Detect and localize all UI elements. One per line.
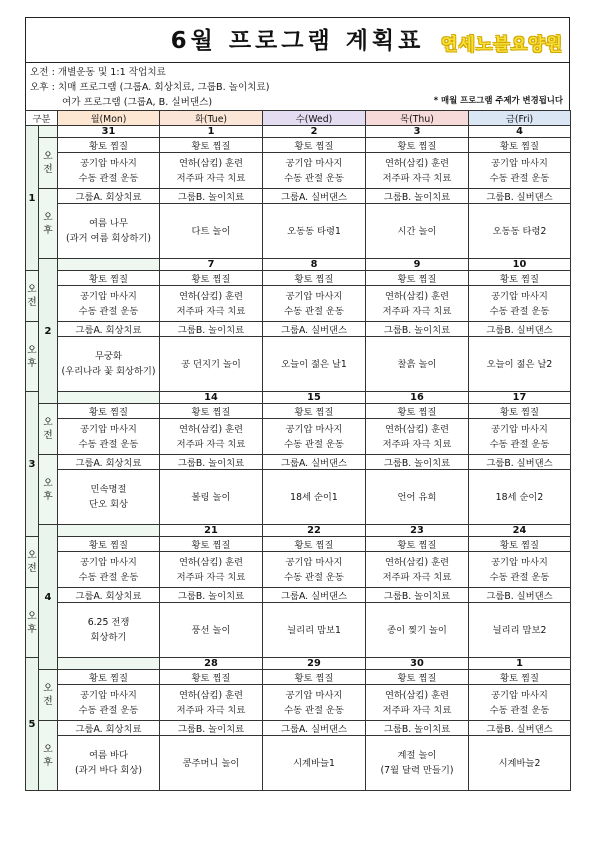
morning-activity-cell: 황토 찜질 xyxy=(160,670,263,685)
afternoon-program-cell xyxy=(58,736,160,791)
afternoon-program-cell xyxy=(366,204,469,259)
afternoon-label xyxy=(26,322,39,392)
program-line: 18세 순이2 xyxy=(495,491,544,503)
date-cell: 21 xyxy=(160,525,263,537)
therapy-line: 공기압 마사지 xyxy=(80,290,137,302)
morning-activity-cell: 황토 찜질 xyxy=(469,271,571,286)
morning-activity-cell: 황토 찜질 xyxy=(160,537,263,552)
therapy-line: 연하(삼킴) 훈련 xyxy=(384,689,450,701)
morning-therapy-cell xyxy=(58,286,160,322)
morning-activity-cell: 황토 찜질 xyxy=(58,670,160,685)
program-line: 오동동 타령2 xyxy=(492,225,547,237)
slot-char: 오 xyxy=(43,477,53,489)
afternoon-label xyxy=(39,455,58,525)
therapy-line: 공기압 마사지 xyxy=(285,290,343,302)
afternoon-group-row xyxy=(26,322,571,337)
therapy-line: 저주파 자극 치료 xyxy=(176,704,246,716)
morning-therapy-cell xyxy=(469,552,571,588)
notes-section xyxy=(25,62,570,110)
morning-activity-cell: 황토 찜질 xyxy=(263,271,366,286)
date-cell: 30 xyxy=(366,658,469,670)
therapy-line: 공기압 마사지 xyxy=(285,689,343,701)
therapy-line: 수동 관절 운동 xyxy=(78,305,139,317)
morning-activity-cell: 황토 찜질 xyxy=(469,138,571,153)
program-line: (우리나라 꽃 회상하기) xyxy=(61,366,156,377)
therapy-line: 수동 관절 운동 xyxy=(78,704,139,716)
group-cell: 그룹A. 회상치료 xyxy=(58,322,160,337)
morning-activity-cell: 황토 찜질 xyxy=(366,404,469,419)
date-cell: 23 xyxy=(366,525,469,537)
slot-char: 오 xyxy=(43,151,53,162)
program-line: 찰흙 놀이 xyxy=(397,358,437,370)
program-line: 늴리리 맘보2 xyxy=(492,624,547,636)
date-row-blank xyxy=(58,259,160,271)
week-date-row xyxy=(26,126,571,138)
slot-char: 전 xyxy=(43,164,53,175)
slot-char: 후 xyxy=(43,756,53,768)
group-cell: 그룹B. 놀이치료 xyxy=(366,721,469,736)
morning-activity-cell: 황토 찜질 xyxy=(366,138,469,153)
schedule-table xyxy=(25,110,571,791)
group-cell: 그룹A. 회상치료 xyxy=(58,721,160,736)
afternoon-label xyxy=(39,189,58,259)
morning-activity-cell: 황토 찜질 xyxy=(263,138,366,153)
group-cell: 그룹A. 실버댄스 xyxy=(263,189,366,204)
afternoon-program-cell xyxy=(58,603,160,658)
week-date-row xyxy=(26,525,571,537)
slot-char: 오 xyxy=(43,683,53,694)
therapy-line: 연하(삼킴) 훈련 xyxy=(178,157,244,169)
slot-char: 오 xyxy=(27,610,37,622)
week-date-row xyxy=(26,259,571,271)
morning-therapy-cell xyxy=(469,419,571,455)
morning-activity-cell: 황토 찜질 xyxy=(469,404,571,419)
afternoon-program-row xyxy=(26,337,571,392)
morning-therapy-cell xyxy=(58,685,160,721)
therapy-line: 공기압 마사지 xyxy=(80,423,137,435)
morning-activity-cell: 황토 찜질 xyxy=(58,271,160,286)
afternoon-group-row xyxy=(26,189,571,204)
afternoon-program-cell xyxy=(469,470,571,525)
date-cell: 7 xyxy=(160,259,263,271)
date-cell: 10 xyxy=(469,259,571,271)
date-cell: 15 xyxy=(263,392,366,404)
program-line: 종이 찢기 놀이 xyxy=(387,624,447,636)
slot-char: 후 xyxy=(27,357,37,369)
slot-char: 오 xyxy=(43,417,53,428)
date-row-blank xyxy=(58,525,160,537)
slot-char: 전 xyxy=(27,297,37,308)
program-line: 여름 바다 xyxy=(89,750,128,761)
group-cell: 그룹B. 놀이치료 xyxy=(366,322,469,337)
date-cell: 1 xyxy=(469,658,571,670)
therapy-line: 수동 관절 운동 xyxy=(78,172,139,184)
afternoon-program-cell xyxy=(469,603,571,658)
therapy-line: 저주파 자극 치료 xyxy=(176,172,246,184)
day-header-row xyxy=(26,111,571,126)
morning-activity-cell: 황토 찜질 xyxy=(160,138,263,153)
afternoon-group-row xyxy=(26,455,571,470)
date-cell: 22 xyxy=(263,525,366,537)
therapy-line: 저주파 자극 치료 xyxy=(382,438,452,450)
therapy-line: 공기압 마사지 xyxy=(491,290,548,302)
program-line: 민속명절 xyxy=(90,484,127,495)
morning-therapy-row xyxy=(26,552,571,588)
afternoon-program-cell xyxy=(263,736,366,791)
note-morning: 오전 : 개별운동 및 1:1 작업치료 xyxy=(30,67,166,78)
week-number: 1 xyxy=(26,126,39,271)
therapy-line: 저주파 자극 치료 xyxy=(176,438,246,450)
slot-char: 오 xyxy=(27,344,37,356)
group-cell: 그룹B. 실버댄스 xyxy=(469,455,571,470)
slot-char: 전 xyxy=(43,696,53,707)
date-cell: 14 xyxy=(160,392,263,404)
week-number: 5 xyxy=(26,658,39,791)
program-line: 다트 놀이 xyxy=(191,225,231,237)
morning-therapy-cell xyxy=(263,286,366,322)
program-line: 언어 유희 xyxy=(397,491,437,503)
morning-row xyxy=(26,537,571,552)
program-line: 시계바늘1 xyxy=(293,757,335,769)
afternoon-program-cell xyxy=(58,470,160,525)
afternoon-label xyxy=(26,588,39,658)
therapy-line: 수동 관절 운동 xyxy=(78,571,139,583)
slot-char: 오 xyxy=(43,743,53,755)
afternoon-program-cell xyxy=(366,603,469,658)
program-line: 볼링 놀이 xyxy=(191,491,231,503)
morning-activity-cell: 황토 찜질 xyxy=(366,271,469,286)
slot-char: 후 xyxy=(43,224,53,236)
morning-activity-cell: 황토 찜질 xyxy=(160,271,263,286)
day-header-mon: 월(Mon) xyxy=(58,111,160,126)
morning-therapy-cell xyxy=(58,153,160,189)
afternoon-program-cell xyxy=(160,204,263,259)
morning-therapy-cell xyxy=(469,153,571,189)
day-header-fri: 금(Fri) xyxy=(469,111,571,126)
date-cell: 8 xyxy=(263,259,366,271)
morning-therapy-cell xyxy=(366,153,469,189)
date-cell: 28 xyxy=(160,658,263,670)
week-number: 3 xyxy=(26,392,39,537)
therapy-line: 수동 관절 운동 xyxy=(489,172,550,184)
therapy-line: 수동 관절 운동 xyxy=(284,172,344,184)
day-header-wed: 수(Wed) xyxy=(263,111,366,126)
therapy-line: 공기압 마사지 xyxy=(285,423,343,435)
afternoon-program-cell xyxy=(469,204,571,259)
date-cell: 29 xyxy=(263,658,366,670)
group-cell: 그룹A. 실버댄스 xyxy=(263,721,366,736)
date-cell: 24 xyxy=(469,525,571,537)
afternoon-program-cell xyxy=(263,603,366,658)
therapy-line: 연하(삼킴) 훈련 xyxy=(178,689,244,701)
schedule-sheet xyxy=(25,17,570,791)
therapy-line: 연하(삼킴) 훈련 xyxy=(178,290,244,302)
slot-char: 오 xyxy=(27,284,37,295)
date-cell: 2 xyxy=(263,126,366,138)
program-line: 여름 나무 xyxy=(89,218,128,229)
therapy-line: 수동 관절 운동 xyxy=(284,305,344,317)
morning-label xyxy=(39,670,58,721)
header xyxy=(25,17,570,62)
therapy-line: 저주파 자극 치료 xyxy=(382,172,452,184)
afternoon-program-cell xyxy=(366,736,469,791)
morning-therapy-row xyxy=(26,685,571,721)
therapy-line: 수동 관절 운동 xyxy=(284,704,344,716)
program-line: 시계바늘2 xyxy=(498,757,541,769)
program-line: (7월 달력 만들기) xyxy=(380,765,454,776)
therapy-line: 연하(삼킴) 훈련 xyxy=(384,290,450,302)
therapy-line: 수동 관절 운동 xyxy=(78,438,139,450)
afternoon-program-cell xyxy=(263,204,366,259)
afternoon-program-row xyxy=(26,736,571,791)
group-cell: 그룹B. 놀이치료 xyxy=(160,189,263,204)
week-number: 2 xyxy=(39,259,58,404)
morning-therapy-cell xyxy=(366,685,469,721)
group-cell: 그룹B. 놀이치료 xyxy=(160,455,263,470)
afternoon-program-cell xyxy=(160,736,263,791)
morning-row xyxy=(26,670,571,685)
morning-activity-cell: 황토 찜질 xyxy=(58,138,160,153)
therapy-line: 공기압 마사지 xyxy=(285,157,343,169)
therapy-line: 저주파 자극 치료 xyxy=(382,571,452,583)
therapy-line: 저주파 자극 치료 xyxy=(382,305,452,317)
morning-row xyxy=(26,271,571,286)
page-title: 6월 프로그램 계획표 xyxy=(170,28,425,54)
morning-label xyxy=(39,404,58,455)
slot-char: 오 xyxy=(27,550,37,561)
morning-activity-cell: 황토 찜질 xyxy=(469,670,571,685)
therapy-line: 연하(삼킴) 훈련 xyxy=(178,423,244,435)
therapy-line: 공기압 마사지 xyxy=(285,556,343,568)
morning-therapy-cell xyxy=(160,685,263,721)
date-row-blank xyxy=(58,658,160,670)
therapy-line: 공기압 마사지 xyxy=(491,157,548,169)
program-line: 콩주머니 놀이 xyxy=(182,757,240,769)
morning-therapy-cell xyxy=(366,286,469,322)
program-line: 6.25 전쟁 xyxy=(87,617,130,628)
therapy-line: 수동 관절 운동 xyxy=(489,704,550,716)
label-header: 구분 xyxy=(26,111,58,126)
morning-activity-cell: 황토 찜질 xyxy=(263,537,366,552)
note-leisure: 여가 프로그램 (그룹A, B. 실버댄스) xyxy=(62,97,213,108)
date-cell: 1 xyxy=(160,126,263,138)
therapy-line: 수동 관절 운동 xyxy=(489,305,550,317)
schedule-body xyxy=(26,126,571,791)
therapy-line: 연하(삼킴) 훈련 xyxy=(384,157,450,169)
therapy-line: 연하(삼킴) 훈련 xyxy=(178,556,244,568)
group-cell: 그룹B. 놀이치료 xyxy=(366,189,469,204)
therapy-line: 공기압 마사지 xyxy=(80,689,137,701)
therapy-line: 공기압 마사지 xyxy=(80,157,137,169)
afternoon-program-cell xyxy=(469,337,571,392)
week-date-row xyxy=(26,658,571,670)
program-line: 오동동 타령1 xyxy=(287,225,341,237)
therapy-line: 수동 관절 운동 xyxy=(489,438,550,450)
morning-activity-cell: 황토 찜질 xyxy=(58,404,160,419)
slot-char: 후 xyxy=(43,490,53,502)
therapy-line: 수동 관절 운동 xyxy=(489,571,550,583)
afternoon-program-cell xyxy=(58,337,160,392)
program-line: 계절 놀이 xyxy=(397,750,437,761)
morning-therapy-cell xyxy=(263,153,366,189)
program-line: 오늘이 젊은 날2 xyxy=(486,358,553,370)
morning-therapy-cell xyxy=(58,419,160,455)
morning-row xyxy=(26,404,571,419)
group-cell: 그룹A. 회상치료 xyxy=(58,455,160,470)
program-line: 공 던지기 놀이 xyxy=(181,358,241,370)
afternoon-program-row xyxy=(26,603,571,658)
afternoon-program-cell xyxy=(366,470,469,525)
afternoon-program-cell xyxy=(58,204,160,259)
afternoon-program-cell xyxy=(263,337,366,392)
morning-therapy-row xyxy=(26,153,571,189)
org-logo-text: 연세노블요양원 xyxy=(441,35,563,55)
slot-char: 후 xyxy=(27,623,37,635)
group-cell: 그룹B. 실버댄스 xyxy=(469,322,571,337)
morning-therapy-cell xyxy=(58,552,160,588)
group-cell: 그룹B. 놀이치료 xyxy=(160,721,263,736)
slot-char: 전 xyxy=(27,563,37,574)
therapy-line: 연하(삼킴) 훈련 xyxy=(384,556,450,568)
program-line: 회상하기 xyxy=(90,632,127,643)
date-row-blank xyxy=(39,126,58,138)
week-number: 4 xyxy=(39,525,58,670)
afternoon-program-row xyxy=(26,470,571,525)
program-line: 18세 순이1 xyxy=(290,491,338,503)
note-afternoon: 오후 : 치매 프로그램 (그룹A. 회상치료, 그룹B. 놀이치료) xyxy=(30,82,270,93)
therapy-line: 수동 관절 운동 xyxy=(284,571,344,583)
date-cell: 17 xyxy=(469,392,571,404)
morning-therapy-cell xyxy=(366,552,469,588)
morning-activity-cell: 황토 찜질 xyxy=(58,537,160,552)
group-cell: 그룹B. 놀이치료 xyxy=(160,322,263,337)
date-row-blank xyxy=(58,392,160,404)
morning-therapy-cell xyxy=(160,552,263,588)
morning-therapy-cell xyxy=(160,419,263,455)
morning-therapy-cell xyxy=(469,685,571,721)
morning-label xyxy=(39,138,58,189)
group-cell: 그룹B. 실버댄스 xyxy=(469,588,571,603)
therapy-line: 저주파 자극 치료 xyxy=(176,305,246,317)
morning-activity-cell: 황토 찜질 xyxy=(263,404,366,419)
afternoon-program-cell xyxy=(160,603,263,658)
morning-label xyxy=(26,537,39,588)
afternoon-program-cell xyxy=(160,470,263,525)
morning-activity-cell: 황토 찜질 xyxy=(469,537,571,552)
morning-activity-cell: 황토 찜질 xyxy=(263,670,366,685)
therapy-line: 공기압 마사지 xyxy=(491,556,548,568)
afternoon-label xyxy=(39,721,58,791)
group-cell: 그룹B. 놀이치료 xyxy=(366,588,469,603)
date-cell: 9 xyxy=(366,259,469,271)
afternoon-group-row xyxy=(26,721,571,736)
therapy-line: 공기압 마사지 xyxy=(80,556,137,568)
therapy-line: 연하(삼킴) 훈련 xyxy=(384,423,450,435)
group-cell: 그룹A. 회상치료 xyxy=(58,588,160,603)
group-cell: 그룹A. 실버댄스 xyxy=(263,588,366,603)
program-line: 시간 놀이 xyxy=(397,225,437,237)
morning-therapy-cell xyxy=(263,552,366,588)
morning-activity-cell: 황토 찜질 xyxy=(366,670,469,685)
morning-therapy-cell xyxy=(263,685,366,721)
date-cell: 16 xyxy=(366,392,469,404)
program-line: 풍선 놀이 xyxy=(191,624,231,636)
afternoon-program-cell xyxy=(263,470,366,525)
morning-therapy-row xyxy=(26,286,571,322)
afternoon-program-cell xyxy=(366,337,469,392)
group-cell: 그룹A. 실버댄스 xyxy=(263,322,366,337)
slot-char: 전 xyxy=(43,430,53,441)
program-line: (과거 바다 회상) xyxy=(74,765,143,776)
day-header-tue: 화(Tue) xyxy=(160,111,263,126)
program-line: 오늘이 젊은 날1 xyxy=(281,358,347,370)
group-cell: 그룹B. 놀이치료 xyxy=(366,455,469,470)
therapy-line: 저주파 자극 치료 xyxy=(176,571,246,583)
morning-therapy-row xyxy=(26,419,571,455)
group-cell: 그룹B. 실버댄스 xyxy=(469,721,571,736)
group-cell: 그룹B. 놀이치료 xyxy=(160,588,263,603)
program-line: 단오 회상 xyxy=(89,499,128,510)
program-line: 늴리리 맘보1 xyxy=(287,624,341,636)
morning-therapy-cell xyxy=(469,286,571,322)
program-line: 무궁화 xyxy=(95,351,122,362)
week-date-row xyxy=(26,392,571,404)
morning-therapy-cell xyxy=(263,419,366,455)
morning-row xyxy=(26,138,571,153)
morning-activity-cell: 황토 찜질 xyxy=(160,404,263,419)
group-cell: 그룹A. 실버댄스 xyxy=(263,455,366,470)
morning-therapy-cell xyxy=(366,419,469,455)
program-line: (과거 여름 회상하기) xyxy=(65,233,151,244)
morning-label xyxy=(26,271,39,322)
morning-therapy-cell xyxy=(160,153,263,189)
group-cell: 그룹A. 회상치료 xyxy=(58,189,160,204)
morning-activity-cell: 황토 찜질 xyxy=(366,537,469,552)
therapy-line: 수동 관절 운동 xyxy=(284,438,344,450)
afternoon-group-row xyxy=(26,588,571,603)
afternoon-program-row xyxy=(26,204,571,259)
day-header-thu: 목(Thu) xyxy=(366,111,469,126)
date-cell: 31 xyxy=(58,126,160,138)
group-cell: 그룹B. 실버댄스 xyxy=(469,189,571,204)
date-cell: 4 xyxy=(469,126,571,138)
therapy-line: 공기압 마사지 xyxy=(491,423,548,435)
notice-text: * 매월 프로그램 주제가 변경됩니다 xyxy=(433,95,563,105)
therapy-line: 저주파 자극 치료 xyxy=(382,704,452,716)
morning-therapy-cell xyxy=(160,286,263,322)
date-cell: 3 xyxy=(366,126,469,138)
afternoon-program-cell xyxy=(160,337,263,392)
therapy-line: 공기압 마사지 xyxy=(491,689,548,701)
slot-char: 오 xyxy=(43,211,53,223)
afternoon-program-cell xyxy=(469,736,571,791)
